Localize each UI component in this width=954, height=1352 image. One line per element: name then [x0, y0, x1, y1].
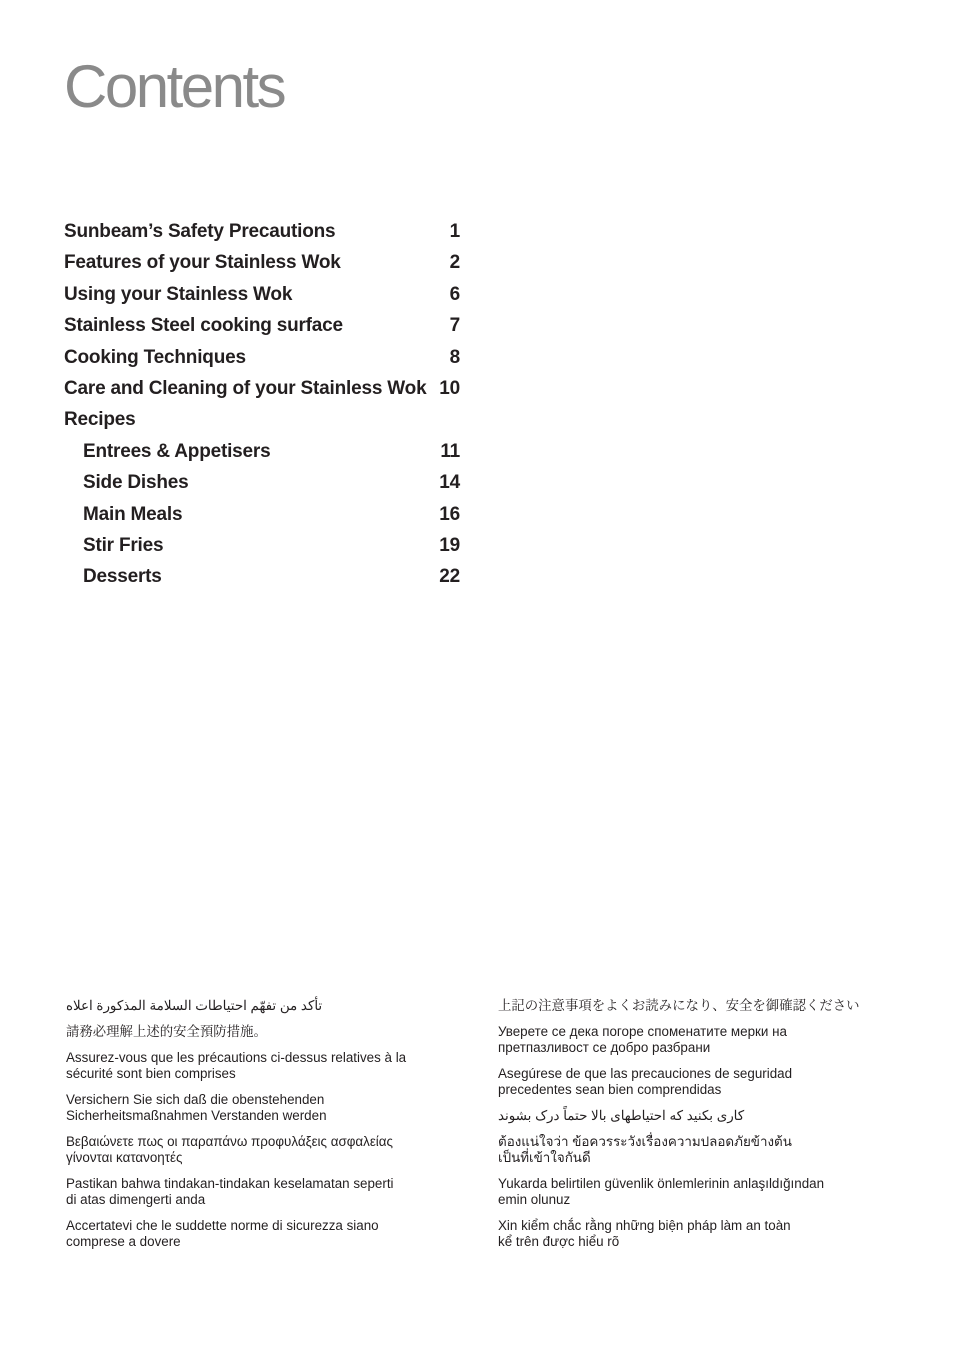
safety-notice-column-right — [498, 998, 878, 1260]
safety-notice-column-left — [66, 998, 446, 1260]
toc-entry-page-number: 19 — [439, 534, 460, 556]
toc-entry-page-number: 1 — [449, 221, 460, 242]
page-title: Contents — [64, 53, 285, 120]
toc-entry — [64, 404, 460, 435]
toc-entry-label: Care and Cleaning of your Stainless Wok — [64, 377, 427, 399]
toc-entry — [64, 310, 460, 341]
toc-entry-page-number: 10 — [439, 377, 460, 399]
toc-entry-label: Stir Fries — [83, 534, 164, 556]
safety-notice-de: Versichern Sie sich daß die obenstehenden Sicherheitsmaßnahmen Verstanden werden — [66, 1092, 327, 1123]
toc-entry — [64, 342, 460, 373]
toc-entry-label: Stainless Steel cooking surface — [64, 315, 343, 337]
toc-entry-label: Entrees & Appetisers — [83, 440, 271, 462]
toc-entry-label: Using your Stainless Wok — [64, 283, 293, 305]
toc-entry-label: Recipes — [64, 409, 136, 431]
safety-notice-ar: تأكد من تفهّم احتياطات السلامة المذكورة اعلاه — [66, 998, 323, 1013]
toc-entry — [64, 499, 460, 530]
table-of-contents — [64, 216, 460, 593]
toc-entry — [64, 216, 460, 247]
safety-notice-th: ต้องแน่ใจว่า ข้อควรระวังเรื่องความปลอดภัยข้างต้น เป็นที่เข้าใจกันดี — [498, 1134, 792, 1165]
toc-entry-page-number: 8 — [449, 346, 460, 368]
toc-entry-label: Desserts — [83, 566, 162, 588]
toc-entry — [64, 279, 460, 310]
toc-entry-page-number: 2 — [449, 252, 460, 274]
toc-entry-page-number: 14 — [439, 472, 460, 494]
toc-entry — [64, 436, 460, 467]
toc-entry-page-number: 6 — [449, 283, 460, 305]
safety-notice-fa: کاری بکنید که احتیاطهای بالا حتماً درک بشوند — [498, 1108, 745, 1123]
safety-notice-es: Asegúrese de que las precauciones de seguridad precedentes sean bien comprendidas — [498, 1066, 793, 1097]
safety-notice-it: Accertatevi che le suddette norme di sicurezza siano comprese a dovere — [66, 1218, 379, 1249]
toc-entry — [64, 561, 460, 592]
safety-notice-zh: 請務必理解上述的安全預防措施。 — [66, 1024, 267, 1039]
safety-notice-id: Pastikan bahwa tindakan-tindakan keselamatan seperti di atas dimengerti anda — [66, 1176, 394, 1207]
toc-entry-page-number: 22 — [439, 566, 460, 588]
toc-entry-page-number: 11 — [440, 440, 460, 462]
toc-entry — [64, 530, 460, 561]
safety-notice-el: Βεβαιώνετε πως οι παραπάνω προφυλάξεις ασφαλείας γίνονται κατανοητές — [66, 1134, 393, 1165]
toc-entry — [64, 373, 460, 404]
toc-entry-label: Features of your Stainless Wok — [64, 252, 341, 274]
toc-entry-label: Sunbeam’s Safety Precautions — [64, 221, 336, 242]
toc-entry-page-number: 16 — [439, 503, 460, 525]
safety-notice-mk: Уверете се дека погоре споменатите мерки на претпазливост се добро разбрани — [498, 1024, 787, 1055]
safety-notice-ja: 上記の注意事項をよくお読みになり、安全を御確認ください — [498, 998, 860, 1013]
toc-entry — [64, 247, 460, 278]
safety-notice-vi: Xin kiểm chắc rằng những biện pháp làm an toàn kể trên được hiểu rõ — [498, 1218, 791, 1249]
toc-entry-label: Main Meals — [83, 503, 183, 525]
toc-entry-label: Cooking Techniques — [64, 346, 246, 368]
toc-entry — [64, 467, 460, 498]
toc-entry-label: Side Dishes — [83, 472, 189, 494]
safety-notice-tr: Yukarda belirtilen güvenlik önlemlerinin anlaşıldığından emin olunuz — [498, 1176, 825, 1207]
toc-entry-page-number: 7 — [449, 315, 460, 337]
safety-notice-fr: Assurez-vous que les précautions ci-dessus relatives à la sécurité sont bien comprises — [66, 1050, 407, 1081]
